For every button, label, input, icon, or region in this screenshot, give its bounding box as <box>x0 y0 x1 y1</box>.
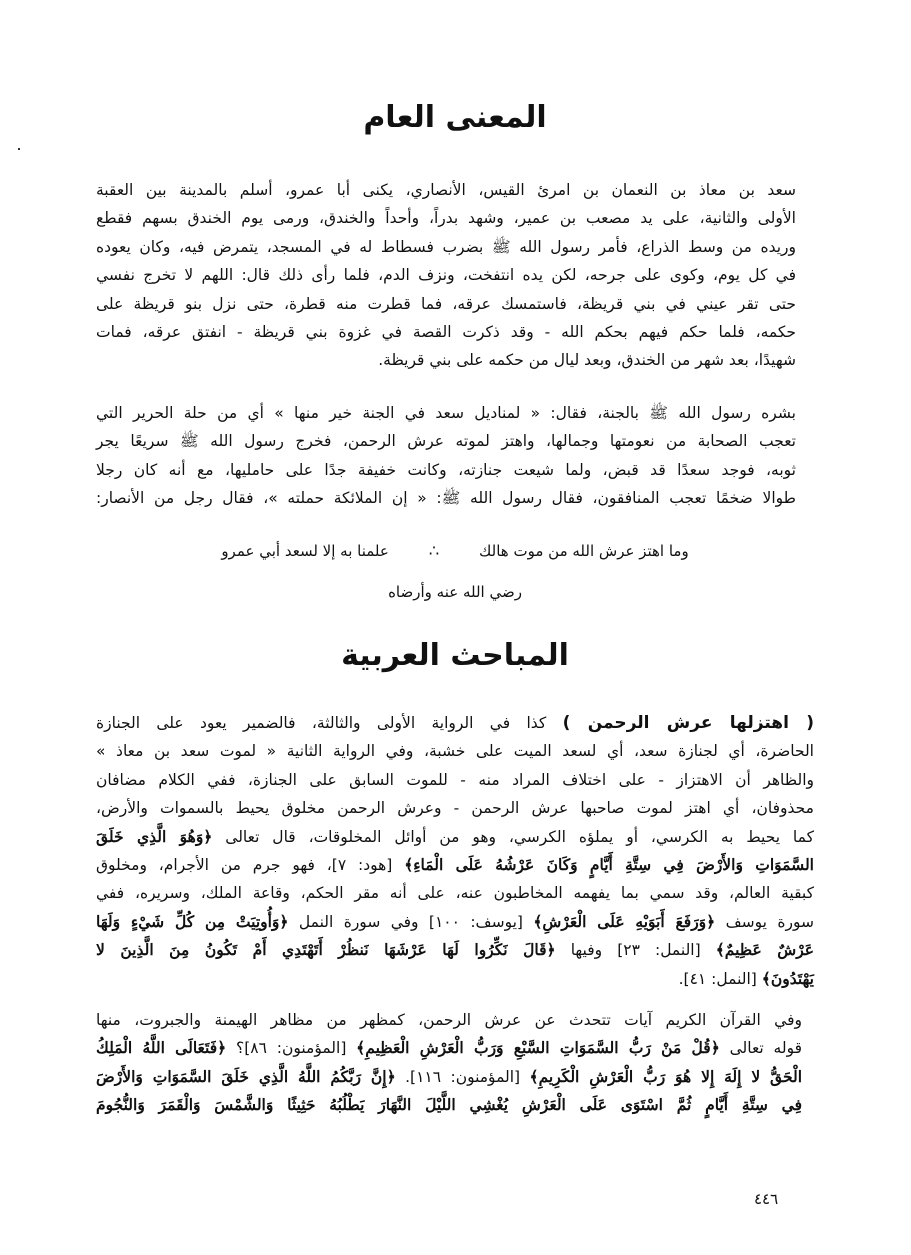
text-line: وريده من وسط الذراع، فأمر رسول الله ﷺ بضرب فسطاط له في المسجد، يتمرض فيه، وكان يعوده <box>96 237 796 256</box>
section-title-general-meaning: المعنى العام <box>363 100 547 135</box>
quran-quote: ﴿وَرَفَعَ أَبَوَيْهِ عَلَى الْعَرْشِ﴾ <box>533 911 716 931</box>
quran-quote: السَّمَوَاتِ وَالأَرْضَ فِي سِتَّةِ أَيَّامٍ وَكَانَ عَرْشُهُ عَلَى الْمَاءِ﴾ <box>404 855 814 875</box>
quran-quote: ﴿وَأُوتِيَتْ مِن كُلِّ شَيْءٍ وَلَهَا <box>96 911 289 931</box>
text-line <box>96 936 814 964</box>
text-span: [النمل: ٤١]. <box>678 969 762 988</box>
lemma-heading: ( اهتزلها عرش الرحمن ) <box>562 713 814 733</box>
text-line: والظاهر أن الاهتزاز - على اختلاف المراد منه - للموت السابق على الجنازة، ففي الكلام مضافان <box>96 770 814 789</box>
text-line: حتى تقر عيني في بني قريظة، فاستمسك عرقه، فما قطرت منه قطرة، حتى نزل بنو قريظة على <box>96 294 796 313</box>
quran-quote: عَرْشٌ عَظِيمٌ﴾ <box>715 940 815 960</box>
verse-second-hemistich: علمنا به إلا لسعد أبي عمرو <box>221 542 389 560</box>
quran-quote: ﴿إِنَّ رَبَّكُمُ اللَّهُ الَّذِي خَلَقَ السَّمَوَاتِ وَالأَرْضَ <box>96 1066 396 1086</box>
quran-quote: ﴿قَالَ نَكِّرُوا لَهَا عَرْشَهَا نَنظُرْ أَتَهْتَدِي أَمْ تَكُونُ مِنَ الَّذِينَ لا <box>96 940 556 960</box>
text-line <box>96 851 814 879</box>
text-span: [يوسف: ١٠٠] وفي سورة النمل <box>288 912 534 931</box>
text-line <box>96 965 814 993</box>
poetry-verse <box>96 537 814 565</box>
text-line: حكمه، فلما حكم فيهم بحكم الله - وقد ذكرت القصة في غزوة بني قريظة - انفتق عرقه، فمات <box>96 323 796 342</box>
verse-separator-icon: ∴ <box>428 541 440 560</box>
section-title-arabic-discussions: المباحث العربية <box>341 638 569 673</box>
text-span: قوله تعالى <box>719 1039 802 1058</box>
text-line <box>96 908 814 936</box>
text-span: [المؤمنون: ١١٦]. <box>395 1067 530 1086</box>
text-line: في كل يوم، وكوى على جرحه، لكن يده انتفخت، ونزف الدم، فلما رأى ذلك قال: اللهم لا تخرج نفسي <box>96 266 796 285</box>
paragraph-throne-explanation <box>96 709 814 993</box>
text-span: كذا في الرواية الأولى والثالثة، فالضمير يعود على الجنازة <box>96 714 563 732</box>
quran-quote: الْحَقُّ لا إِلَهَ إِلا هُوَ رَبُّ الْعَرْشِ الْكَرِيمِ﴾ <box>529 1066 803 1086</box>
text-line: الحاضرة، أي لجنازة سعد، أي لسعد الميت على خشبة، وفي الرواية الثانية « لموت سعد بن معاذ » <box>96 742 814 761</box>
text-line: تعجب الصحابة من نعومتها وجمالها، واهتز لموته عرش الرحمن، فخرج رسول الله ﷺ سريعًا يجر <box>96 432 796 451</box>
text-line: طوالا ضخمًا تعجب المنافقون، فقال رسول الله ﷺ: « إن الملائكة حملته »، فقال رجل من الأنصار: <box>96 489 796 508</box>
text-line <box>96 823 814 851</box>
text-span: [النمل: ٢٣] وفيها <box>555 941 716 960</box>
blessing-line: رضي الله عنه وأرضاه <box>388 583 522 601</box>
page-number: ٤٤٦ <box>754 1190 779 1208</box>
text-span: [المؤمنون: ٨٦]؟ <box>226 1039 357 1058</box>
text-line: الأولى والثانية، على يد مصعب بن عمير، وشهد بدراً، وأحداً والخندق، ورمى يوم الخندق بسهم فقطع <box>96 209 796 228</box>
quran-quote: يَهْتَدُونَ﴾ <box>761 968 814 988</box>
verse-first-hemistich: وما اهتز عرش الله من موت هالك <box>479 542 689 560</box>
text-span: [هود: ٧]، فهو جرم من الأجرام، ومخلوق <box>96 856 405 875</box>
text-line: محذوفان، أي اهتز لموت صاحبها عرش الرحمن - وعرش الرحمن مخلوق يحيط بالسموات والأرض، <box>96 799 814 818</box>
paragraph-glad-tidings <box>96 399 814 513</box>
text-line: وفي القرآن الكريم آيات تتحدث عن عرش الرحمن، كمظهر من مظاهر الهيمنة والجبروت، منها <box>96 1011 802 1029</box>
text-line: سعد بن معاذ بن النعمان بن امرئ القيس، الأنصاري، يكنى أبا عمرو، أسلم بالمدينة بين العقبة <box>96 181 796 199</box>
scan-speck <box>18 148 20 150</box>
quran-quote: ﴿قُلْ مَنْ رَبُّ السَّمَوَاتِ السَّبْعِ وَرَبُّ الْعَرْشِ الْعَظِيمِ﴾ <box>356 1038 720 1058</box>
text-line: شهيدًا، بعد شهر من الخندق، وبعد ليال من حكمه على بني قريظة. <box>378 351 796 370</box>
text-line <box>96 1091 814 1119</box>
text-line <box>96 1034 814 1062</box>
quran-quote: ﴿وَهُوَ الَّذِي خَلَقَ <box>96 826 213 846</box>
quran-quote: ﴿فَتَعَالَى اللَّهُ الْمَلِكُ <box>96 1038 227 1058</box>
paragraph-quran-verses <box>96 1006 814 1120</box>
text-line: بشره رسول الله ﷺ بالجنة، فقال: « لمناديل سعد في الجنة خير منها » أي من حلة الحرير التي <box>96 404 796 422</box>
quran-quote: فِي سِتَّةِ أَيَّامٍ ثُمَّ اسْتَوَى عَلَى الْعَرْشِ يُغْشِي اللَّيْلَ النَّهَارَ يَطْلُبُهُ حَثِيثًا وَالشَّمْسَ وَالْقَمَرَ وَالنُّجُومَ <box>96 1095 802 1115</box>
text-line: كبقية العالم، وقد سمي بما يفهمه المخاطبون عنه، على أنه مقر الحكم، وقاعة الملك، وسريره، ففي <box>96 884 814 903</box>
text-span: كما يحيط به الكرسي، أو يملؤه الكرسي، وهو من أوائل المخلوقات، قال تعالى <box>212 827 814 846</box>
text-line <box>96 1063 814 1091</box>
text-line <box>96 709 814 737</box>
text-line: ثوبه، فوجد سعدًا قد قبض، ولما شيعت جنازته، وكانت خفيفة جدًا على حامليها، مع أنه كان رجلا <box>96 460 796 479</box>
text-span: سورة يوسف <box>715 912 814 931</box>
paragraph-biography <box>96 176 814 375</box>
